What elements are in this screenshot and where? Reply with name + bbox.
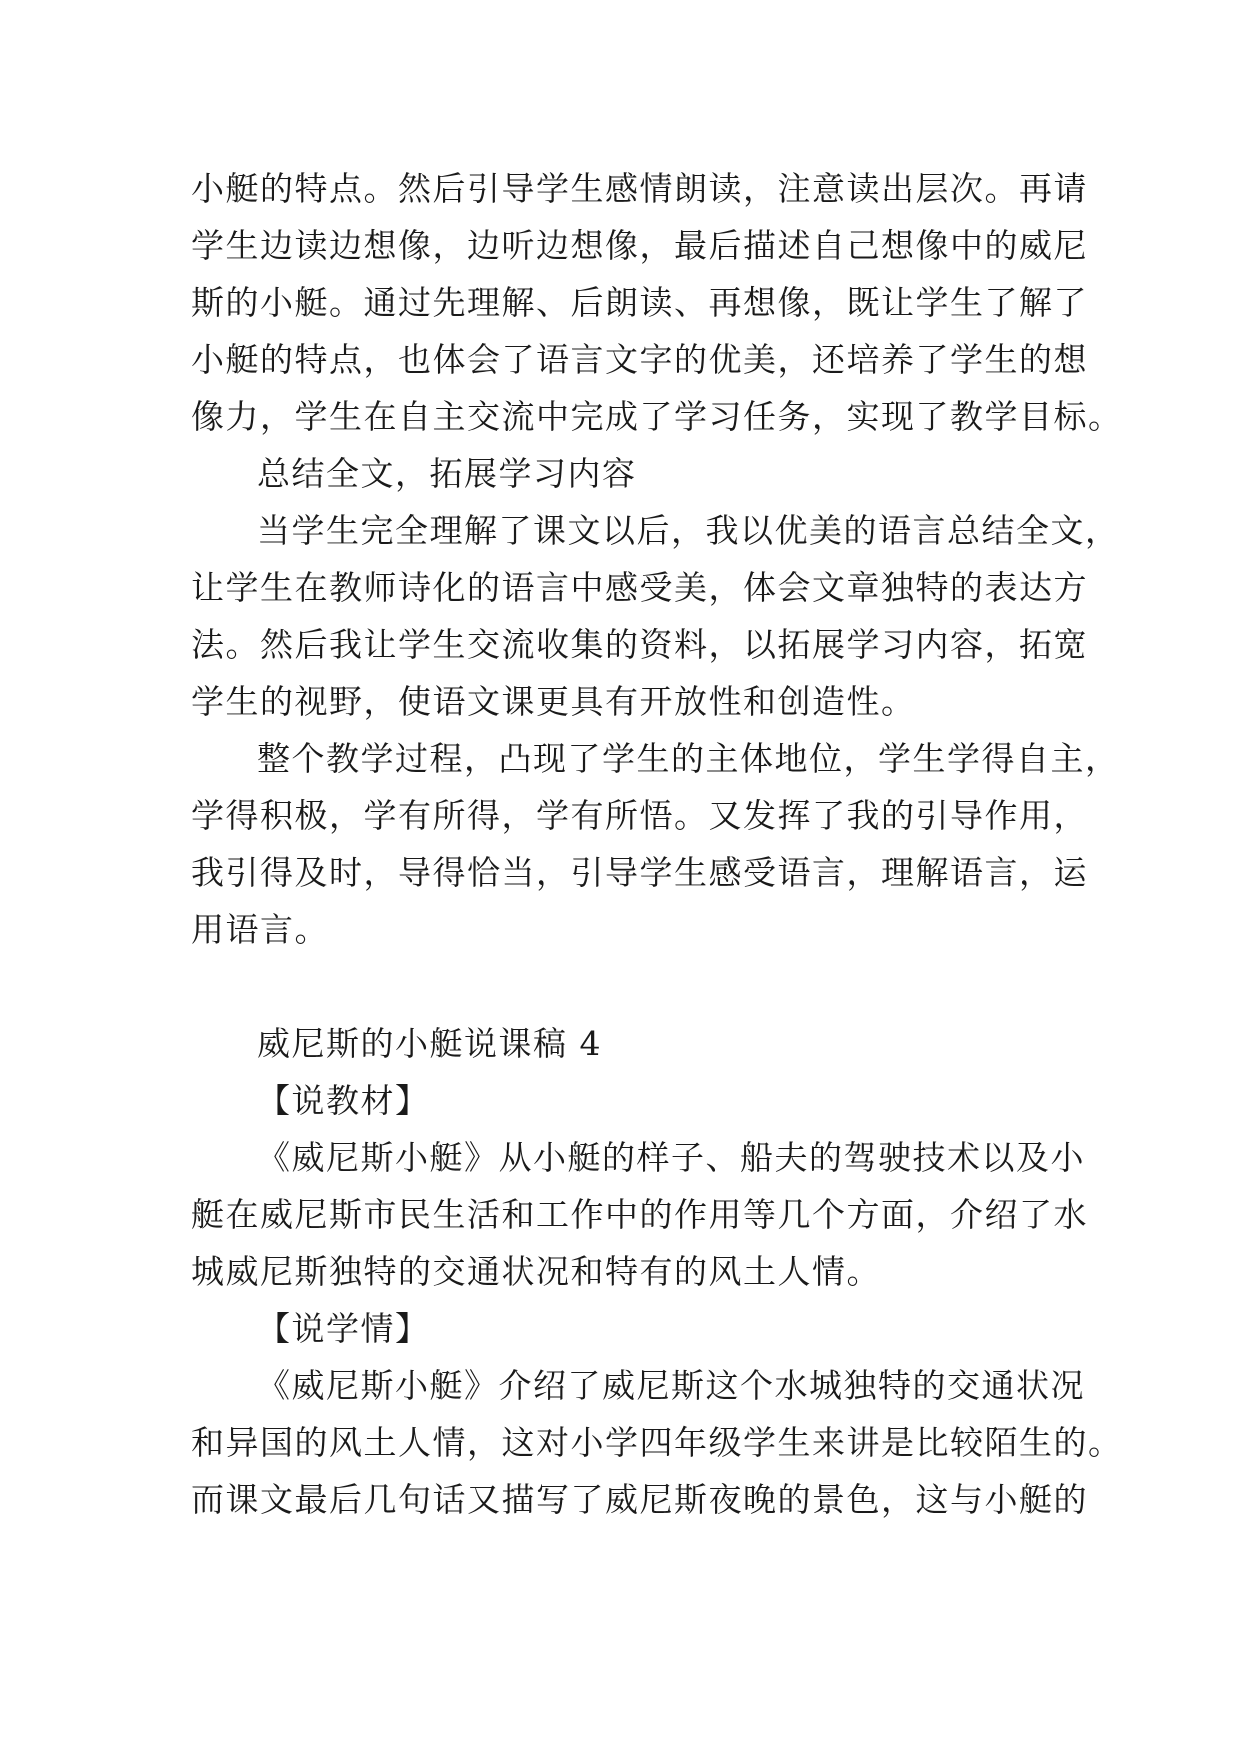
document-title: 威尼斯的小艇说课稿 4 [257,1024,602,1063]
text-line: 像力，学生在自主交流中完成了学习任务，实现了教学目标。 [191,397,1123,436]
text-line: 和异国的风土人情，这对小学四年级学生来讲是比较陌生的。 [191,1423,1123,1462]
text-line: 学生边读边想像，边听边想像，最后描述自己想像中的威尼 [191,226,1088,265]
text-line: 用语言。 [191,910,329,949]
text-line: 小艇的特点，也体会了语言文字的优美，还培养了学生的想 [191,340,1088,379]
text-line: 小艇的特点。然后引导学生感情朗读，注意读出层次。再请 [191,169,1088,208]
blank-line [191,958,1051,1015]
paragraph-textbook [191,1129,1088,1300]
document-body [191,160,1123,1528]
text-line: 让学生在教师诗化的语言中感受美，体会文章独特的表达方 [191,568,1088,607]
section-heading: 总结全文，拓展学习内容 [257,454,637,493]
paragraph-process [191,730,1120,958]
text-line: 而课文最后几句话又描写了威尼斯夜晚的景色，这与小艇的 [191,1480,1088,1519]
text-line: 学得积极，学有所得，学有所悟。又发挥了我的引导作用， [191,796,1088,835]
text-line: 《威尼斯小艇》从小艇的样子、船夫的驾驶技术以及小 [257,1138,1085,1177]
text-line: 整个教学过程，凸现了学生的主体地位，学生学得自主， [257,739,1120,778]
text-line: 当学生完全理解了课文以后，我以优美的语言总结全文， [257,511,1120,550]
text-line: 我引得及时，导得恰当，引导学生感受语言，理解语言，运 [191,853,1088,892]
section-label-students: 【说学情】 [257,1309,430,1348]
text-line: 艇在威尼斯市民生活和工作中的作用等几个方面，介绍了水 [191,1195,1088,1234]
text-line: 学生的视野，使语文课更具有开放性和创造性。 [191,682,916,721]
section-label-textbook: 【说教材】 [257,1081,430,1120]
paragraph-students [191,1357,1123,1528]
paragraph-summary [191,502,1120,730]
text-line: 斯的小艇。通过先理解、后朗读、再想像，既让学生了解了 [191,283,1088,322]
text-line: 城威尼斯独特的交通状况和特有的风土人情。 [191,1252,881,1291]
text-line: 《威尼斯小艇》介绍了威尼斯这个水城独特的交通状况 [257,1366,1085,1405]
text-line: 法。然后我让学生交流收集的资料，以拓展学习内容，拓宽 [191,625,1088,664]
paragraph-summary-continued [191,160,1123,445]
